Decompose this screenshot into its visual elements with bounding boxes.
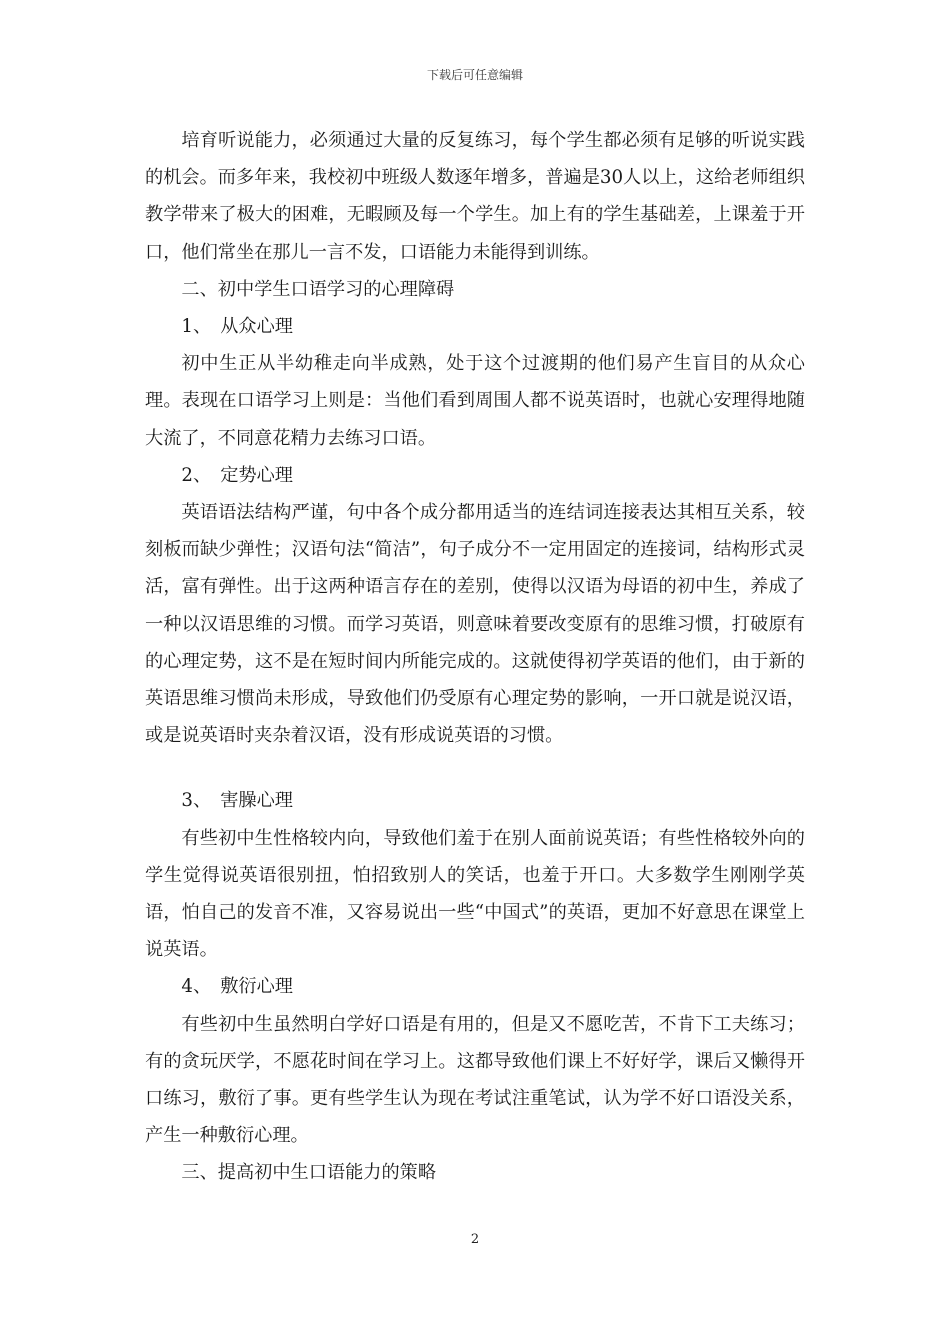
page-number: 2 [470,1232,480,1247]
subheading-conformity: 1、 从众心理 [181,316,293,338]
paragraph-conformity: 初中生正从半幼稚走向半成熟，处于这个过渡期的他们易产生盲目的从众心理。表现在口语学习上则是：当他们看到周围人都不说英语时，也就心安理得地随大流了，不同意花精力去练习口语。 [145,353,805,449]
subheading-mindset: 2、 定势心理 [181,464,293,486]
page-header: 下载后可任意编辑 [426,68,523,82]
blank-line [145,754,805,782]
paragraph-intro: 培育听说能力，必须通过大量的反复练习，每个学生都必须有足够的听说实践的机会。而多年来，我校初中班级人数逐年增多，普遍是30人以上，这给老师组织教学带来了极大的困难，无暇顾及每一个学生。加上有的学生基础差，上课羞于开口，他们常坐在那儿一言不发，口语能力未能得到训练。 [145,130,805,263]
section-heading-2: 二、初中学生口语学习的心理障碍 [181,278,455,300]
paragraph-shyness: 有些初中生性格较内向，导致他们羞于在别人面前说英语；有些性格较外向的学生觉得说英语很别扭，怕招致别人的笑话，也羞于开口。大多数学生刚刚学英语，怕自己的发音不准，又容易说出一些“中国式”的英语，更加不好意思在课堂上说英语。 [145,827,805,961]
subheading-perfunctory: 4、 敷衍心理 [181,976,293,998]
paragraph-mindset: 英语语法结构严谨，句中各个成分都用适当的连结词连接表达其相互关系，较刻板而缺少弹性；汉语句法“简洁”，句子成分不一定用固定的连接词，结构形式灵活，富有弹性。出于这两种语言存在的差别，使得以汉语为母语的初中生，养成了一种以汉语思维的习惯。而学习英语，则意味着要改变原有的思维习惯，打破原有的心理定势，这不是在短时间内所能完成的。这就使得初学英语的他们，由于新的英语思维习惯尚未形成，导致他们仍受原有心理定势的影响，一开口就是说汉语，或是说英语时夹杂着汉语，没有形成说英语的习惯。 [145,502,805,747]
document-body [145,122,805,1192]
subheading-shyness: 3、 害臊心理 [181,790,293,812]
paragraph-perfunctory: 有些初中生虽然明白学好口语是有用的，但是又不愿吃苦，不肯下工夫练习；有的贪玩厌学，不愿花时间在学习上。这都导致他们课上不好好学，课后又懒得开口练习，敷衍了事。更有些学生认为现在考试注重笔试，认为学不好口语没关系，产生一种敷衍心理。 [145,1013,805,1147]
section-heading-3: 三、提高初中生口语能力的策略 [181,1162,437,1184]
